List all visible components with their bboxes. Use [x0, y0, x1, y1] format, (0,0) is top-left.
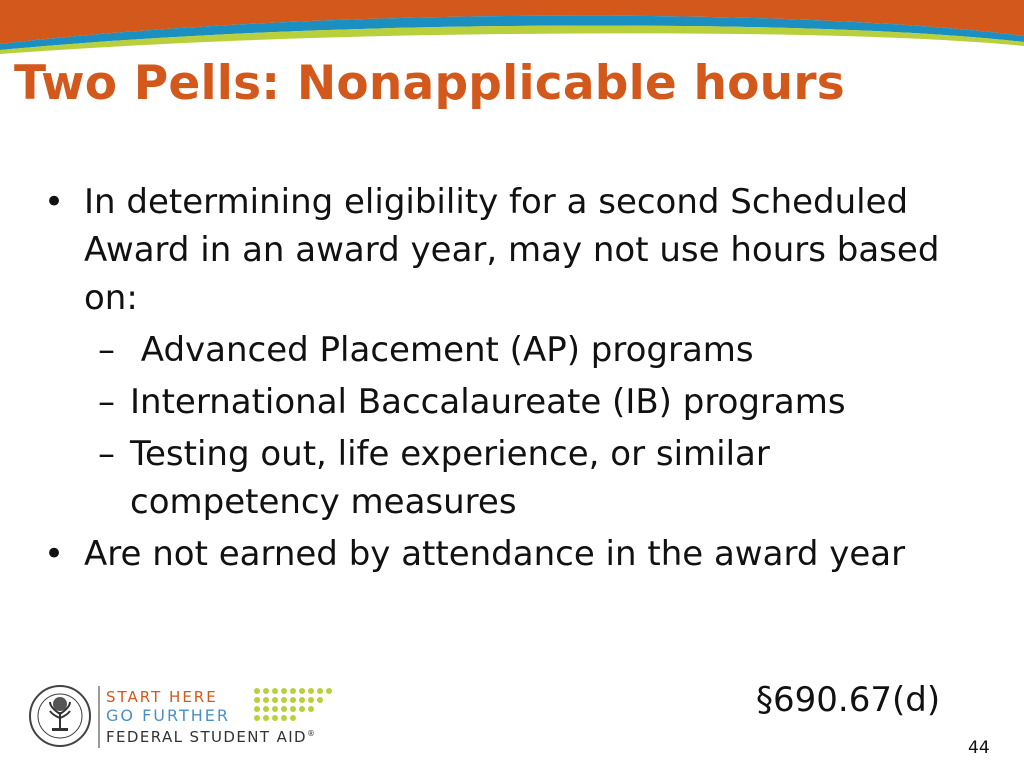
brand-tagline-start: START HERE	[106, 688, 218, 706]
bullet-text: In determining eligibility for a second Scheduled Award in an award year, may not use hours based on:	[84, 182, 940, 318]
bullet-item	[0, 530, 984, 578]
bullet-icon: •	[44, 182, 65, 222]
brand-name	[106, 728, 316, 746]
bullet-icon: •	[44, 534, 65, 574]
header-banner	[0, 0, 1024, 60]
bullet-text: Are not earned by attendance in the award year	[84, 534, 906, 574]
sub-bullet-item	[0, 430, 910, 526]
brand-tagline-further: GO FURTHER	[106, 706, 230, 725]
dash-icon: –	[98, 330, 115, 370]
department-of-education-seal-icon	[28, 684, 92, 748]
sub-bullet-item	[0, 378, 910, 426]
page-number: 44	[968, 738, 990, 758]
slide-body	[0, 178, 1024, 582]
brand-name-text: FEDERAL STUDENT AID	[106, 728, 308, 746]
bullet-item	[0, 178, 984, 322]
sub-bullet-item	[0, 326, 910, 374]
sub-bullet-text: International Baccalaureate (IB) programs	[130, 382, 846, 422]
slide-title: Two Pells: Nonapplicable hours	[14, 56, 845, 111]
dash-icon: –	[98, 434, 115, 474]
logo-divider	[98, 686, 100, 748]
regulation-citation: §690.67(d)	[756, 680, 941, 720]
sub-bullet-text: Testing out, life experience, or similar competency measures	[130, 434, 770, 522]
sub-bullet-text: Advanced Placement (AP) programs	[130, 330, 754, 370]
registered-mark: ®	[307, 729, 317, 738]
dash-icon: –	[98, 382, 115, 422]
dot-pattern-icon	[252, 686, 342, 726]
